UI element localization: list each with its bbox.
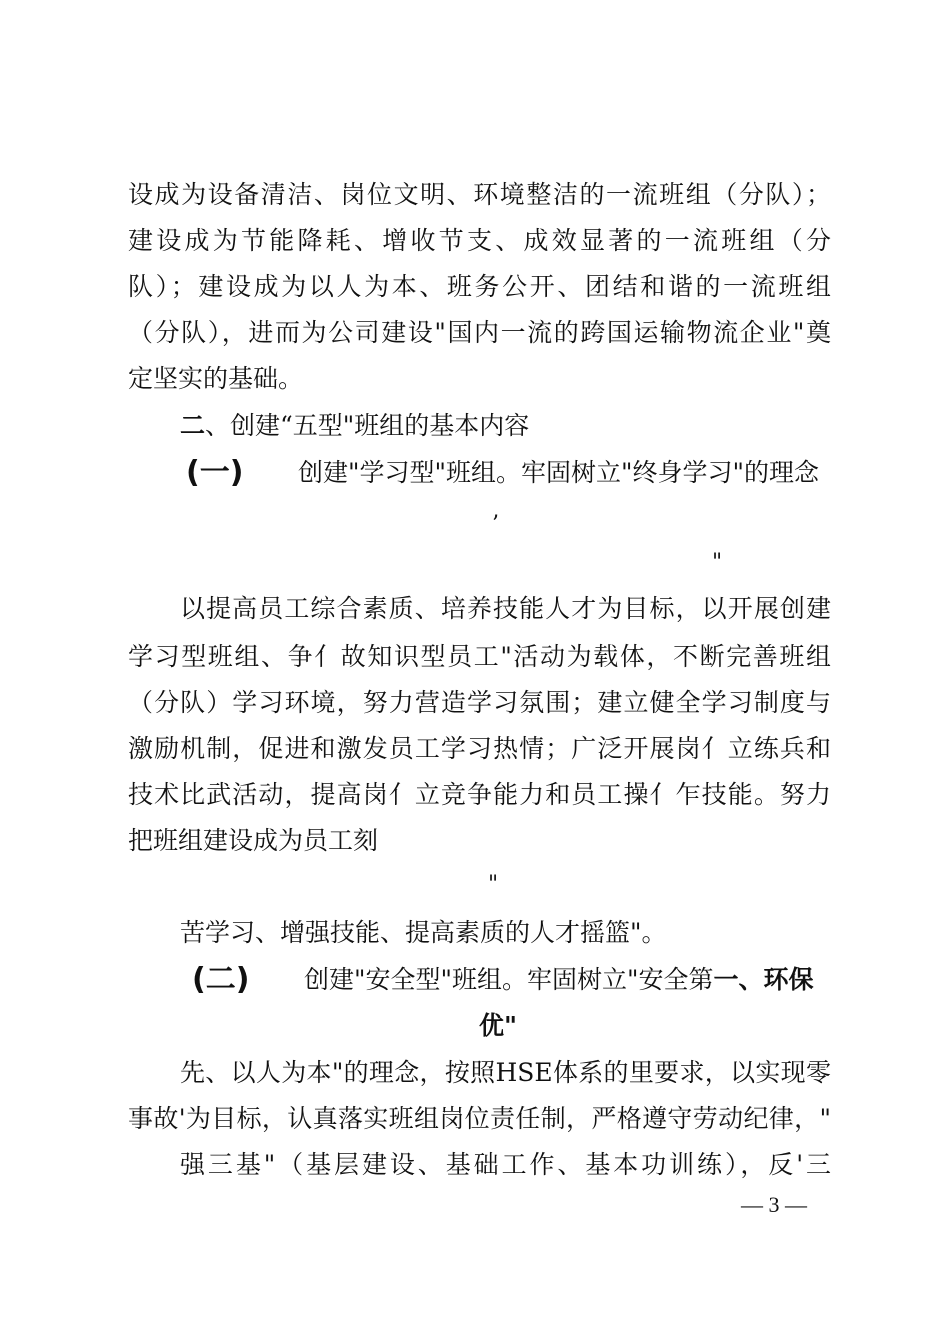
paragraph-2-line-5: 技术比武活动，提高岗亻立竞争能力和员工操亻乍技能。努力 <box>128 780 831 809</box>
page-number: — 3 — <box>741 1192 807 1217</box>
paragraph-3-line-3: 强三基"（基层建设、基础工作、基本功训练），反'三 <box>180 1150 831 1179</box>
item-2-heading-line-2: 优" <box>479 1011 518 1040</box>
section-2-prefix: 二 <box>180 411 206 440</box>
stray-mark-2: " <box>712 550 723 575</box>
paragraph-2-line-3: （分队）学习环境，努力营造学习氛围；建立健全学习制度与 <box>128 688 831 717</box>
item-1-number: (一) <box>186 455 244 490</box>
section-2-title: 、创建“五型"班组的基本内容 <box>205 411 530 440</box>
item-2-heading-text: 创建"安全型"班组。牢固树立"安全第 <box>304 965 714 994</box>
paragraph-2-line-4: 激励机制，促进和激发员工学习热情；广泛开展岗亻立练兵和 <box>128 734 831 763</box>
stray-mark-3: " <box>488 872 499 897</box>
paragraph-3-line-2: 事故'为目标，认真落实班组岗位责任制，严格遵守劳动纪律，" <box>128 1104 831 1133</box>
section-2-heading <box>180 403 529 449</box>
item-2-heading-bold: 一、环保 <box>713 965 814 994</box>
paragraph-2-line-1: 以提高员工综合素质、培养技能人才为目标，以开展创建 <box>180 594 831 623</box>
item-1-heading: 创建"学习型"班组。牢固树立"终身学习"的理念 <box>298 458 819 487</box>
stray-mark-1: ’ <box>492 512 499 537</box>
paragraph-1-line-4: （分队），进而为公司建设"国内一流的跨国运输物流企业"奠 <box>128 318 831 347</box>
paragraph-1-line-5: 定坚实的基础。 <box>128 364 304 393</box>
paragraph-3-line-1: 先、以人为本"的理念，按照HSE体系的里要求，以实现零 <box>180 1058 831 1087</box>
item-2-heading <box>304 957 814 1003</box>
item-2-number: (二) <box>192 962 250 997</box>
paragraph-1-line-2: 建设成为节能降耗、增收节支、成效显著的一流班组（分 <box>128 226 831 255</box>
paragraph-1-line-1: 设成为设备清洁、岗位文明、环境整洁的一流班组（分队）； <box>128 180 831 209</box>
paragraph-2-line-6: 把班组建设成为员工刻 <box>128 826 379 855</box>
paragraph-1-line-3: 队）；建设成为以人为本、班务公开、团结和谐的一流班组 <box>128 272 831 301</box>
paragraph-2-line-2: 学习型班组、争亻故知识型员工"活动为载体，不断完善班组 <box>128 642 831 671</box>
paragraph-2-continuation: 苦学习、增强技能、提高素质的人才摇篮"。 <box>180 918 667 947</box>
